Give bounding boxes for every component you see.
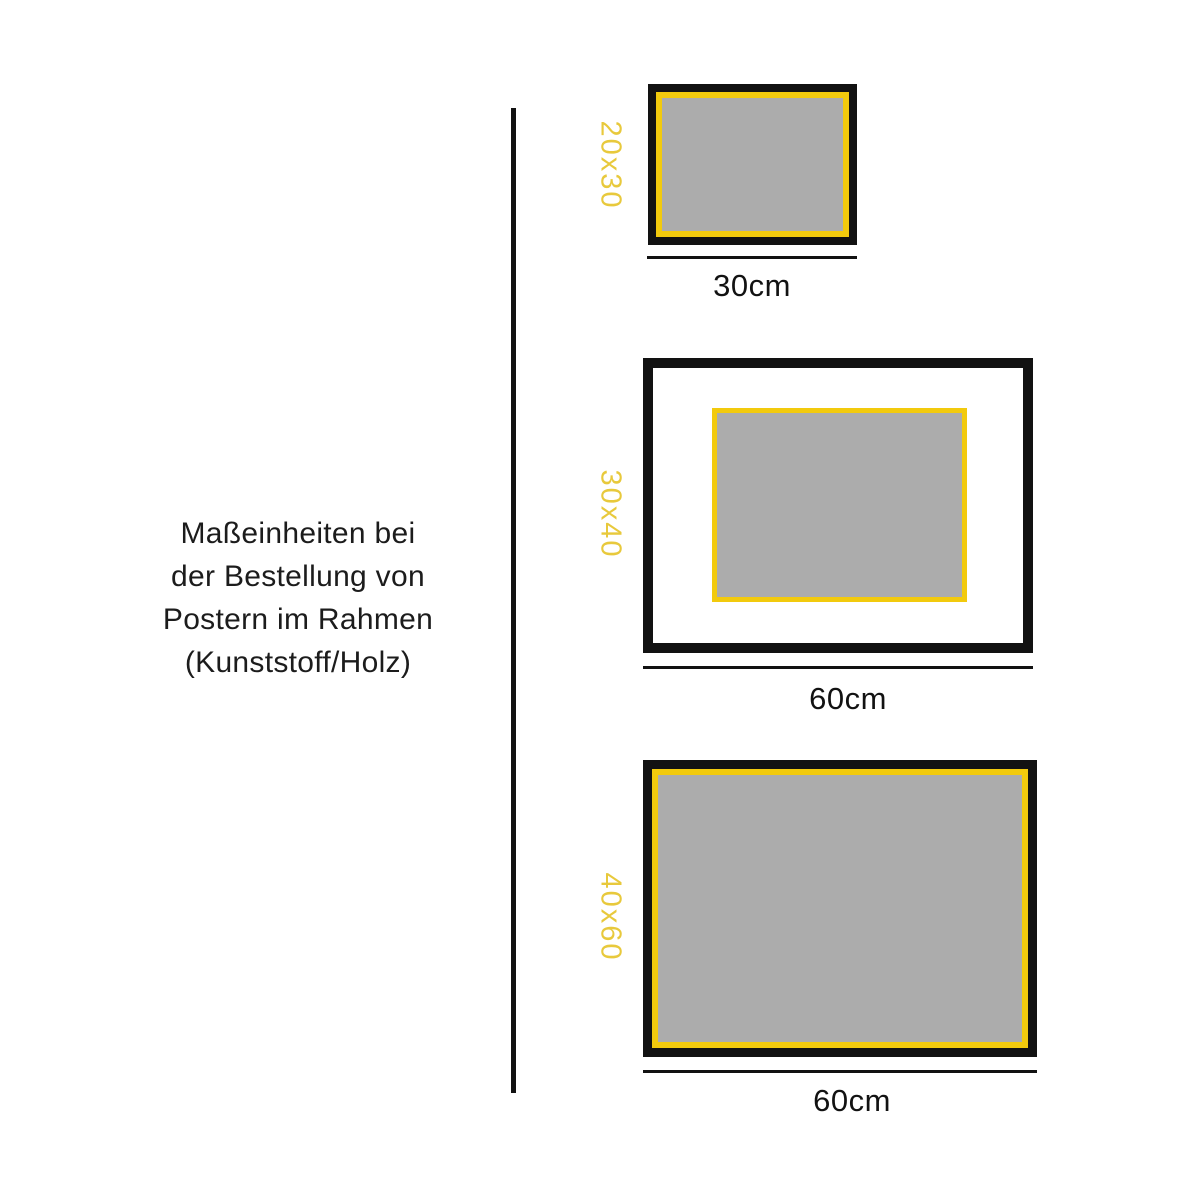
poster-20x30 [656,92,849,237]
size-label-20x30: 20x30 [594,120,627,210]
width-label-40x60: 60cm [813,1083,891,1118]
title-line-2: der Bestellung von [171,560,425,593]
frame-30x40 [643,358,1033,653]
poster-30x40 [712,408,967,602]
dimension-line-40x60 [643,1070,1037,1073]
poster-40x60 [652,769,1028,1048]
dimension-line-20x30 [647,256,857,259]
frame-40x60 [643,760,1037,1057]
width-label-20x30: 30cm [713,268,791,303]
dimension-line-30x40 [643,666,1033,669]
size-label-30x40: 30x40 [594,469,627,559]
title-line-3: Postern im Rahmen [162,603,434,636]
diagram-title [98,512,498,684]
frame-20x30 [648,84,857,245]
vertical-divider [511,108,516,1093]
width-label-30x40: 60cm [809,681,887,716]
title-line-4: (Kunststoff/Holz) [184,646,412,679]
size-label-40x60: 40x60 [594,872,627,962]
title-line-1: Maßeinheiten bei [180,517,416,550]
